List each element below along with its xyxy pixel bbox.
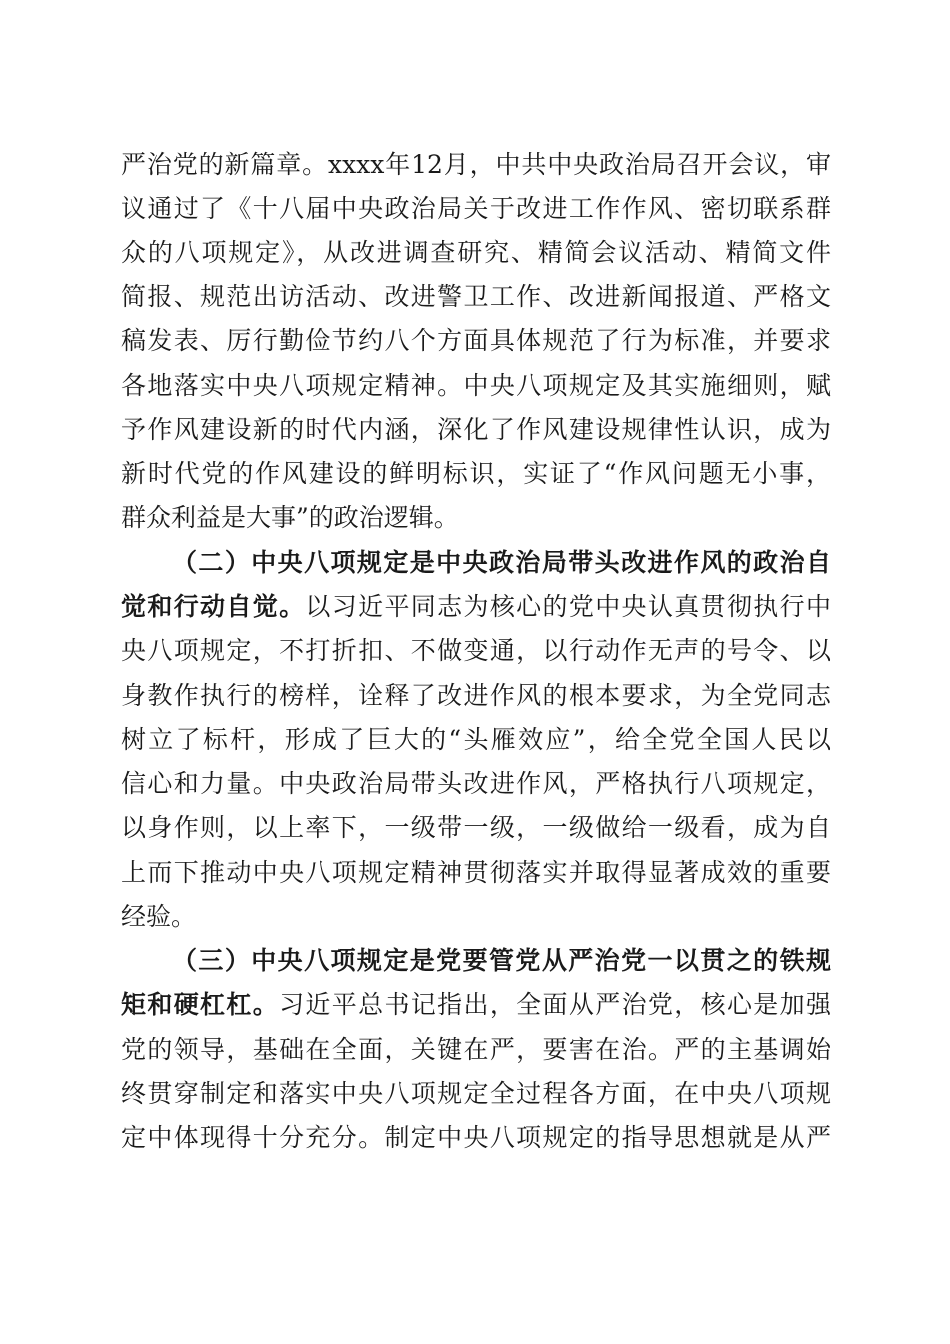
text-line: 党的领导，基础在全面，关键在严，要害在治。严的主基调始 xyxy=(121,1035,831,1064)
section-heading: （二）中央八项规定是中央政治局带头改进作风的政治自 xyxy=(172,548,831,577)
text-line: 新时代党的作风建设的鲜明标识，实证了“作风问题无小事， xyxy=(121,459,831,488)
text-line: 群众利益是大事”的政治逻辑。 xyxy=(121,503,459,532)
text-line: 议通过了《十八届中央政治局关于改进工作作风、密切联系群 xyxy=(121,194,831,223)
text-line: 终贯穿制定和落实中央八项规定全过程各方面，在中央八项规 xyxy=(121,1079,831,1108)
section-heading-end: 觉和行动自觉。 xyxy=(121,592,306,621)
text-line: 央八项规定，不打折扣、不做变通，以行动作无声的号令、以 xyxy=(121,636,831,665)
text-line: 简报、规范出访活动、改进警卫工作、改进新闻报道、严格文 xyxy=(121,282,831,311)
text-line: 信心和力量。中央政治局带头改进作风，严格执行八项规定， xyxy=(121,769,831,798)
section-heading: （三）中央八项规定是党要管党从严治党一以贯之的铁规 xyxy=(172,946,831,975)
text-span: 以习近平同志为核心的党中央认真贯彻执行中 xyxy=(305,592,831,621)
text-line: 树立了标杆，形成了巨大的“头雁效应”，给全党全国人民以 xyxy=(121,725,831,754)
text-line: 经验。 xyxy=(121,902,197,931)
text-line: 众的八项规定》，从改进调查研究、精简会议活动、精简文件 xyxy=(121,238,831,267)
text-line xyxy=(121,592,831,622)
section-heading-end: 矩和硬杠杠。 xyxy=(121,990,280,1019)
text-line: 予作风建设新的时代内涵，深化了作风建设规律性认识，成为 xyxy=(121,415,831,444)
text-line: 身教作执行的榜样，诠释了改进作风的根本要求，为全党同志 xyxy=(121,681,831,710)
text-line: 上而下推动中央八项规定精神贯彻落实并取得显著成效的重要 xyxy=(121,858,831,887)
text-line xyxy=(121,990,831,1020)
text-line: 各地落实中央八项规定精神。中央八项规定及其实施细则，赋 xyxy=(121,371,831,400)
text-span: 习近平总书记指出，全面从严治党，核心是加强 xyxy=(279,990,831,1019)
text-line: 以身作则，以上率下，一级带一级，一级做给一级看，成为自 xyxy=(121,813,831,842)
text-line: 定中体现得十分充分。制定中央八项规定的指导思想就是从严 xyxy=(121,1123,831,1152)
text-line: 严治党的新篇章。xxxx年12月，中共中央政治局召开会议，审 xyxy=(121,150,831,179)
text-line: 稿发表、厉行勤俭节约八个方面具体规范了行为标准，并要求 xyxy=(121,326,831,355)
